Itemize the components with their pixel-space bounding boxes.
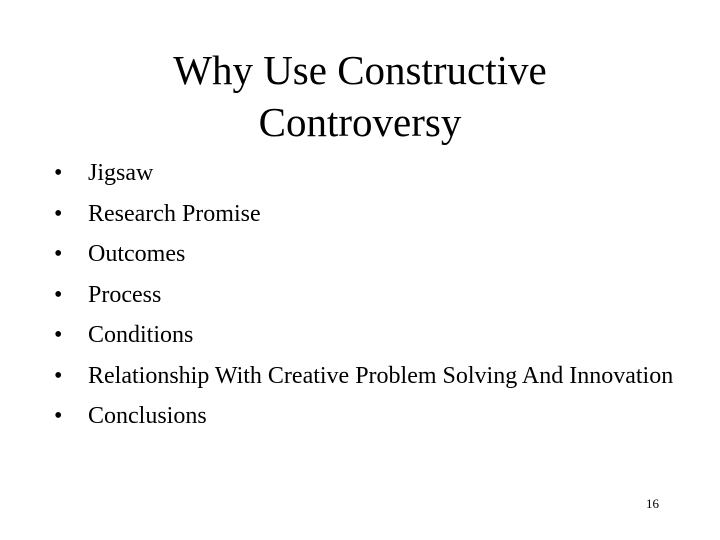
bullet-item — [54, 322, 674, 349]
bullet-item — [54, 160, 674, 187]
bullet-icon: • — [54, 160, 63, 186]
bullet-text: Research Promise — [88, 200, 261, 227]
bullet-text: Conclusions — [88, 403, 207, 429]
bullet-icon: • — [54, 362, 63, 389]
slide-title — [60, 44, 660, 148]
bullet-text: Jigsaw — [88, 160, 154, 186]
slide-title-line-1: Why Use Constructive — [173, 47, 547, 93]
bullet-icon: • — [54, 200, 63, 227]
bullet-item — [54, 282, 674, 309]
bullet-item — [54, 201, 674, 228]
slide-title-line-2: Controversy — [258, 99, 462, 145]
bullet-item — [54, 403, 674, 430]
bullet-text: Process — [88, 281, 162, 308]
page-number: 16 — [646, 496, 659, 511]
bullet-icon: • — [54, 281, 63, 308]
bullet-icon: • — [54, 403, 63, 429]
bullet-text: Outcomes — [88, 241, 186, 267]
bullet-text: Relationship With Creative Problem Solving And Innovation — [88, 362, 674, 389]
bullet-item — [54, 363, 674, 390]
bullet-text: Conditions — [88, 322, 194, 348]
bullet-icon: • — [54, 241, 63, 267]
bullet-item — [54, 241, 674, 268]
bullet-list — [54, 160, 674, 444]
bullet-icon: • — [54, 322, 63, 348]
